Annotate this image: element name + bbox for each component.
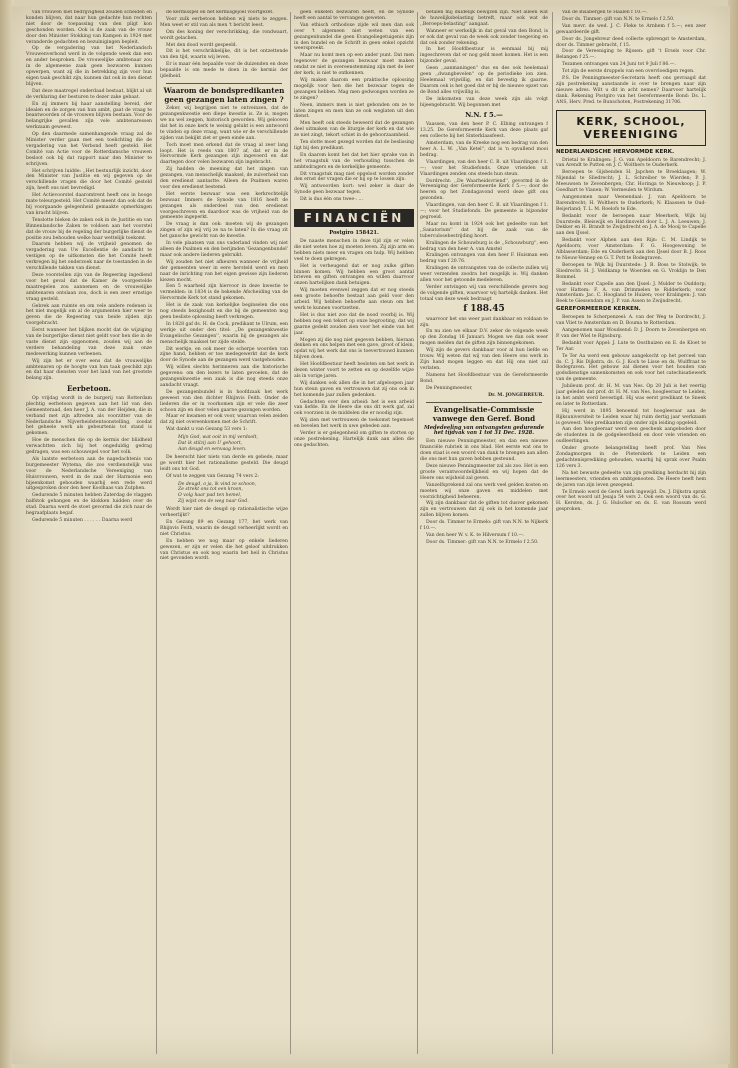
article-paragraph: Na het bewuste gedeelte van zijn prediking herdacht hij zijn leermeesters, vrienden en ambtgenooten. De Heere heeft hem de jaren van zijn leven gezegend. (556, 470, 706, 488)
article-paragraph: Van den heer W. v. K. te Hilversum f 10.—. (426, 532, 525, 538)
kerk-school-vereeniging-banner: KERK, SCHOOL, VEREENIGING (556, 110, 706, 146)
article-paragraph: Wij antwoorden kort: wel zeker is daar de Synode geen bezwaar tegen. (294, 184, 414, 196)
article-paragraph: Namens het Hoofdbestuur van de Gereformeerde Bond. (420, 372, 548, 384)
article-paragraph: De gezangenbundel is in hoofdzaak het werk geweest van den dichter Rhijnvis Feith. Onder de liederen die er in voorkomen zijn er vele die zeer schoon zijn en door velen gaarne gezongen worden. (160, 389, 288, 413)
col5-body-2 (556, 158, 706, 306)
article-paragraph: Op den daarmede samenhangende vraag zal de Minister verder gaan met een toelichting die de vergadering van het Verbond heeft gesteld. Het Comité van Actie voor de Rotterdamsche vrouwen besloot ook bij dat rapport naar den Minister te schrijven. (26, 132, 152, 167)
article-paragraph: Van de Bisabergen te Haalen f 10.—. (562, 10, 648, 15)
column-2 (160, 10, 288, 1056)
article-paragraph: Bedankt voor Appel: J. Lute te Oosthuizen en E. de Kloet te Ter Aar. (556, 340, 706, 352)
verse-line: Dat ik stilzij aan U gehoort, (178, 441, 243, 447)
col2-body-3 (160, 455, 288, 480)
column-rule (290, 12, 291, 1054)
article-paragraph: De Penningmeester, (426, 385, 473, 391)
article-paragraph: Zij hadden de meening dat het zingen van gezangen, van menschelijk maaksel, de zuiverheid van den eredienst aantastte. Alleen de Psalmen waren voor den eredienst bestemd. (160, 167, 288, 190)
article-paragraph: Het is dus niet zoo dat de nood voorbij is. Wij hebben nog een tekort op onze begrooting, dat wij gaarne gedekt zouden zien voor het einde van het jaar. (294, 312, 414, 336)
col4-body-2 (420, 122, 548, 302)
article-paragraph: En zij immers bij haar aanstelling bereid, der idealen en de zorgen van hun ambt, gaat de vraag te beantwoorden of de vrouwen blijven bestaan. Voor de belangrijke gevallen zijn vele ambtenaressen werkzaam geweest. (26, 101, 152, 131)
article-paragraph: Dit werkje, en ook meer de scherpe woorden van zijne hand, hebben er toe medegewerkt dat de kerk door de Synode aan de gezangen werd vastgehouden. (160, 346, 288, 364)
verse-line: Zij wijst ons de weg naar God. (178, 499, 249, 505)
article-paragraph: Verder ontvingen wij van verschillende gevers nog de volgende giften, waarvoor wij hartelijk danken. Het totaal van deze week bedraagt (420, 284, 548, 302)
verse-line: Aan deugd en eenvaag leven. (178, 447, 247, 452)
article-paragraph: Het eerste bezwaar was een kerkrechtelijk bezwaar. Immers de Synode van 1816 heeft de gezangen als onderdeel van den eredienst voorgeschreven en daardoor was de vrijheid van de gemeente ingeperkt. (160, 191, 288, 221)
article-paragraph: Een nieuwe Penningmeester, en dan een nieuwe financiële rubriek in ons blad. Het eerste wat ons te doen staat is een woord van dank te brengen aan allen die ons met hun gaven hebben gesteund. (420, 439, 548, 463)
col4-body (420, 10, 548, 109)
col2-body-4 (160, 507, 288, 562)
article-paragraph: En Gezang 89 en Gezang 177, het werk van Rhijnvis Feith, waarin de deugd verheerlijkt wordt en niet Christus. (160, 519, 288, 537)
article-paragraph: Te Ermelo werd de Geref. kerk ingewijd. Ds. J. Dijkstra sprak over het woord uit Jesaja 54 vers 2. Ook een woord van ds. G. H. Kersten, ds. J. G. Hulscher en ds. E. van Rossum werd gesproken. (556, 489, 706, 513)
article-paragraph: Ten slotte moet gezegd worden dat de beslissing ligt bij den predikant. (294, 140, 414, 151)
divider (166, 83, 282, 84)
article-paragraph: Wordt hier niet de deugd op rationalistische wijze verheerlijkt? (160, 507, 288, 519)
article-paragraph: Gedurende 5 minuten hebben Zaterdag de vlaggen halfstok gehangen en de klokken luidden over de stad. Daarna werd de stoet gevormd die zich naar de begraafplaats begaf. (26, 493, 152, 517)
article-paragraph: De vraag is dan ook: moeten wij de gezangen zingen of zijn wij vrij ze na te laten? In die vraag zit het gansche gewicht van de kwestie. (160, 222, 288, 240)
article-paragraph: Men heeft ook steeds beweerd dat de gezangen deel uitmaken van de liturgie der kerk en dat wie ze niet zingt, tekort schiet in de gehoorzaamheid. (294, 121, 414, 139)
column-1 (26, 10, 152, 1056)
col4-body-4 (420, 439, 548, 545)
article-paragraph: Door ds. Timmer te Ermelo: gift van N.N. te Nijkerk f 10.—. (420, 520, 548, 532)
total-amount: f 188.45 (463, 303, 505, 314)
article-paragraph: Op de vergadering van het Nederlandsch Vrouwenverbond werd in de volgende week dan een en ander besproken. De vrouwelijke ambtenaar zou in de algemeene zaak geen bezwaren kunnen opwerpen, want zij die in betrekking zijn voor hun eigen taak geschikt zijn, kunnen dat ook in den dienst blijven. (26, 46, 152, 87)
article-paragraph: Deze voorstellen zijn van de Regeering ingediend voor het geval dat de Kamer de voorgestelde maatregelen zou aannemen en de vrouwelijke ambtenaren ontslaan zou, doch is een zeer ernstige vraag gesteld. (26, 272, 152, 302)
article-paragraph: Te Ter Aa werd een gebouw aangekocht op het perceel van ds. C. J. Ris Dijkstra, ds. G. J. Koch te Lisse en ds. Wulffraat te Bodegraven. Het gebouw zal dienen voor het houden van godsdienstige samenkomsten en ook voor het catechisatiewerk van de gemeente. (556, 353, 706, 383)
article-paragraph: Beroepen te Gijsbenden H. Japchen te Broeklaagen; W. Nijendal te Sliedrecht; J. L. Schreiber te Wierden; P. J. Meeuwsen te Zevenbergen; Chr. Horinga te Nieuwkoop; J. P. Goedhart te Vianen; W. Vermeulen te Wirdum. (556, 170, 706, 194)
col5-body (556, 10, 706, 75)
article-paragraph: Gedurende 5 minuten . . . . . . Daarna werd (32, 518, 133, 523)
article-paragraph: Tezamen ontvangen van 24 Juni tot 9 Juli f 86.—. (562, 62, 676, 68)
col2-body (160, 10, 288, 80)
article-paragraph: Aangenomen naar Veenendaal: J. van Apeldoorn te Barendrecht; H. Wolthers te Ouderkerk; N. Klaassen te Oud-Beijerland; T. L. M. Roelofs te Ede. (556, 194, 706, 212)
article-paragraph: Kralingen de Schouwburg is de ,,Schouwburg'', een bedrag van den heer A. van Amstel (420, 240, 548, 252)
article-paragraph: En nu zien we elkaar D.V. zeker de volgende week op den Zondag 16 Januari. Mogen we dan ook weer mogen melden dat de giften zijn binnengekomen. (420, 329, 548, 347)
article-paragraph: De naaste menschen in deze tijd zijn er velen die niet weten hoe zij moeten leven. Zij zijn arm en hebben niets meer en vragen om hulp. Wij hebben veel te doen gekregen. (294, 239, 414, 262)
article-paragraph: Toch moet men erkend dat de vraag al zeer lang loopt. Het is reeds van 1807 af, dat er in de Hervormde Kerk gezangen zijn ingevoerd en dat daartegen door velen bezwaren zijn ingebracht. (160, 142, 288, 166)
col5-body-3 (556, 315, 706, 513)
article-paragraph: Dit vraagstuk mag niet opgelost worden zonder den ernst der vragen die er bij op te lossen zijn. (294, 171, 414, 183)
article-paragraph: In 1828 gaf ds. H. de Cock, predikant te Ulrum, een werkje uit onder den titel: ,,De gezangenkwestie Evangelische Gezangen'', waarin hij de gezangen als menschelijk maaksel ter zijde stelde. (160, 321, 288, 345)
article-paragraph: Zeker, wij begrijpen niet te ontveinzen, dat de gezangenkwestie een diepe kwestie is. Ze is, mogen we nu wel zeggen, historisch geworden. Wij gelooven dat het in onze kerk te weinig gelukt is een antwoord te vinden op deze vraag, want wie er de verschillende zijden van bekijkt ziet er geen einde aan. (160, 106, 288, 141)
article-paragraph: Tot zijn de eerste druppels van een overvloedigen regen. (562, 69, 695, 75)
column-3 (294, 10, 414, 1056)
article-paragraph: Neen, immers men is niet gebonden om ze te laten zingen en men kan ze ook weglaten uit den dienst. (294, 102, 414, 120)
article-paragraph: Aan den hoogleeraar werd een geschenk aangeboden door de studenten in de godgeleerdheid en door vele vrienden en oudleerlingen. (556, 427, 706, 445)
article-paragraph: Daarom hebben wij de vrijheid genomen de vergadering van Uw Excellentie de aandacht te vestigen op de uitkomsten die het Comité heeft verkregen bij het onderzoek naar de toestanden in de verschillende takken van dienst. (26, 242, 152, 272)
postgiro-subhead: Postgiro 158421. (329, 230, 379, 237)
article-paragraph: In vele plaatsen van ons vaderland vinden wij niet alleen de Psalmen en den berijmden 'Gezangenbundel' maar ook andere liederen gebruikt. (160, 241, 288, 258)
col2-body-2 (160, 106, 288, 433)
article-paragraph: Drietal te Kralingen: J. G. van Apeldoorn te Barendrecht; J. van Arendt te Putten en J. C. Wolthers te Ouderkerk. (556, 157, 706, 169)
col1-body (26, 10, 152, 382)
verse-line: O volg haar pad ten hemel, (178, 493, 242, 499)
column-4 (420, 10, 548, 1056)
article-paragraph: betalen mij duidelijk bewijzen zijn. Niet alleen wat de huwelijksbelasting betreft, maar ook wat de ,,Beroeps-belasting'' aangaat. (420, 10, 548, 27)
article-paragraph: De heerscht hier niets van derde en gebede, maar ge wordt hier het rationalisme gesteld. Die deugd leidt ons tot God. (160, 454, 288, 472)
article-paragraph: Beroepen te Scherpenzeel: A. van der Weg te Dordrecht, J. van Vliet te Amsterdam en D. Bouma te Rotterdam. (556, 315, 706, 327)
article-paragraph: Er is maar één bepaalde voor de duizenden en deze bepaalde is om mede te doen in de kermis der ijdelheid. (160, 62, 288, 80)
article-paragraph: Beroepen te Wijk bij Duurstede: J. B. Boss te Stolwijk; te Sliedrecht: H. J. Veldkamp te Woerden en G. Vroklijn te Den Bommel. (556, 262, 706, 280)
article-paragraph: Jubileum prof. dr. H. M. van Nes. Op 20 Juli is het veertig jaar geleden dat prof. dr. H. M. van Nes, hoogleeraar te Leiden, in het ambt werd bevestigd. Hij was eerst predikant te Sneek en later te Rotterdam. (556, 384, 706, 407)
article-paragraph: Het is de zaak van kerkelijke beginselen die ons nog steeds bezighoudt en die bij de gemeenten nog geen besliste oplossing heeft verkregen. (160, 303, 288, 320)
article-paragraph: Eerst wanneer het blijken mocht dat de wijziging van de burgerlijke dienst niet geldt voor hen die in de vaste dienst zijn opgenomen, zouden wij aan de verdere behandeling van deze zaak onze medewerking kunnen verleenen. (26, 328, 152, 357)
verse-line: De deugd, o ja, ik vind ze schoon, (178, 481, 257, 487)
amount-1: N.N. f 5.— (465, 110, 503, 119)
article-paragraph: Het Hoofdbestuur heeft besloten om het werk in dezen winter voort te zetten en op dezelfde wijze als in vorige jaren. (294, 362, 414, 379)
article-paragraph: Hoe de menschen die op de kermis der bliidheid verwachtten zich bij het ongeduldig gedrag gedragen, was een schouwspel voor het volk. (26, 438, 152, 456)
article-paragraph: Bedankt voor de beroepen naar Meerkerk, Wijk bij Duurstede, Bleiswijk en Hardinxveld door L. J. A. Leeuwen; J. Dekker en H. Brandt te Zwijndrecht en J. A. de Mooij te Capelle aan den IJssel. (556, 213, 706, 237)
article-paragraph: Wij zijn de gevers dankbaar voor al hun liefde en trouw. Wij weten dat wij van den Heere ons werk in Zijn hand mogen leggen en dat Hij ons niet zal verlaten. (420, 348, 548, 371)
article-paragraph: Hij werd in 1895 benoemd tot hoogleeraar aan de Rijksuniversiteit te Leiden waar hij ruim dertig jaar werkzaam is geweest. Vele predikanten zijn onder zijn leiding opgeleid. (556, 408, 706, 426)
article-paragraph: Dordrecht: ,,De Waarheidsvriend'', gevormd in de Vereeniging der Gereformeerde Kerk f 5.—; door de heeren op het Zondagavond werd deze gift ons gezonden. (420, 178, 548, 202)
article-paragraph: Als laatste eerbetoon aan de nagedachtenis van burgemeester Wytema, die zoo verdienstelijk was voor de Nederlandsche Vereeniging van Huisvrouwen, werd in de zaal der Harmonie een bijeenkomst gehouden waarbij een rede werd uitgesproken door den heer Koolhaas van Zutphen. (26, 456, 152, 492)
article-paragraph: Op vrijdag wordt in de burgerij van Rotterdam plechtig eerbetoon gegeven aan het lid van den Gemeenteraad, den heer J. A. van der Heijden, die in verband met zijn aftreden als voorzitter van de Nederlandsche Nijverheidstentoonstelling, zoodat het geheele werk als gebeurtenis tot stand is gekomen. (26, 395, 152, 437)
hervormde-kerk-heading: NEDERLANDSCHE HERVORMDE KERK. (556, 148, 675, 155)
gereformeerde-kerken-heading: GEREFORMEERDE KERKEN. (556, 306, 641, 313)
article-paragraph: Bedankt voor Alphen aan den Rijn: C. M. Lindijk te Apeldoorn; voor Amsterdam: F. G. Hoogewoning te Alblasserdam; Ede en Ouderkerk aan den IJssel door B. J. Roos te Nieuw-Vennep en G. T. Pott te Bodegraven. (556, 238, 706, 261)
article-paragraph: Dit is het verschrikkelijke, dit is het ontzettende van den tijd, waarin wij leven. (160, 49, 288, 61)
article-paragraph: Om des koning der verschrikking, die rondwaart, wordt gelachen. (160, 29, 288, 41)
article-paragraph: Wij zijn het er over eens dat de vrouwelijke ambtenaren op de hoogte van hun taak geschikt zijn en dat haar diensten voor het land van het grootste belang zijn. (26, 358, 152, 382)
article-paragraph: Het is verheugend dat er nog zulke giften binnen komen. Wij hebben een groot aantal brieven en giften ontvangen en willen daarvoor onzen hartelijken dank betuigen. (294, 263, 414, 287)
article-paragraph: Dit is dus één ons twee-. ... (300, 197, 363, 203)
divider (426, 402, 542, 403)
financien-banner: FINANCIËN (294, 209, 414, 227)
article-paragraph: Dat deze maatregel onderdaad bestaat, blijkt al uit de verklaring der besturen te dezer zake gebaat. (26, 88, 152, 100)
bondspredikanten-heading: Waarom de bondspredikanten geen gezangen laten zingen ? (163, 85, 285, 104)
verse-line: Mijn God, wat ooit in mij verdoolt, (178, 435, 258, 441)
col4-body-3 (420, 317, 548, 392)
article-paragraph: Het Actievoorstel daaromtrent heeft ons in hooge mate teleurgesteld. Het Comité meent dan ook dat de bij voorgaande gelegenheid gemaakte opmerkingen van kracht blijven. (26, 193, 152, 216)
postscript: P.S. De Penningmeester-Secretaris heeft ons gevraagd dat zijn postrekening aanstaande is over te brengen naar zijn nieuwe adres. Wilt u dit in acht nemen? Daarvoor hartelijk dank. Rekening Postgiro van het Gereformeerde Bond: Ds. L. ANS, Herv. Pred. te Bunschoten, Postrekening 31706. (556, 76, 706, 105)
article-paragraph: Wij willen slechts herinneren aan die historische gegevens: om den lezers te laten gevoelen, dat de gezangenkwestie een zaak is die nog steeds onze aandacht vraagt. (160, 365, 288, 388)
column-rule (552, 12, 553, 1054)
article-paragraph: waarvoor het ons weer past dankbaar en voldaan te zijn. (420, 316, 548, 328)
col3-body-2 (294, 239, 414, 449)
article-paragraph: Aangenomen naar Woudsend: D. J. Doorn te Zevenbergen en P. van der Wiel te Rijnsburg. (556, 327, 706, 339)
article-paragraph: Vaassen, van den heer P. C. Elbing ontvangen f 13.25. De Gereformeerde Kerk van deze plaats gaf een collecte bij het Sinterklaasfeest. (420, 122, 548, 140)
article-paragraph: Wij zouden het niet afkeuren wanneer de vrijheid der gemeenten weer in eere hersteld werd en men naar de inrichting van het eigen gewisse zijn liederen kiezen mocht. (160, 259, 288, 283)
article-paragraph: Door ds. Jongebreur deed collecte opbrengst te Amsterdam, door ds. Timmer gebracht, f 15. (556, 36, 706, 48)
verse-line: Ze strekt ons tot een kroon, (178, 487, 243, 493)
article-paragraph: Maar nu komt in 1924 ook het gedeelte van het ,,Sanatorium'' dat bij de zaak van de tuberculosebestrijding hoort. (420, 221, 548, 239)
article-paragraph: Vlaardingen, van den heer C. B. uit Vlaardingen f 1.—; voor het Studiefonds. De gemeente is bijzonder gegroeid. (420, 203, 548, 220)
article-paragraph: Onder groote belangstelling heeft prof. Van Nes Zondagmorgen in de Pieterskerk te Leiden een gedachtenisprediking gehouden, waarbij hij sprak over Psalm 126 vers 3. (556, 446, 706, 469)
article-paragraph: Wij moeten evenwel zeggen dat er nog steeds een groote behoefte bestaat aan geld voor den arbeid. Wij hebben behoefte aan steun om het werk te kunnen voortzetten. (294, 288, 414, 311)
article-paragraph: Gebrek aan ruimte en om vele andere redenen is het niet mogelijk om al de argumenten hier weer te geven die de Regeering van beide zijden zijn voorgebracht. (26, 303, 152, 327)
eerbetoon-heading: Eerbetoon. (66, 384, 112, 394)
article-paragraph: Vlaardingen, van den heer C. B. uit Vlaardingen f 1.—; voor het Studiefonds. Onze vrienden uit Vlaardingen zenden ons steeds hun steun. (420, 159, 548, 177)
hymn-verse-1 (160, 435, 288, 453)
article-paragraph: Van ethisch orthodoxe zijde wil men dan ook over 't algemeen niet weten van een gezangenbundel die geen Evangeliegetuigenis zijn in den bundel en de Schrift in geen enkel opzicht weerspreekt. (294, 22, 414, 52)
article-paragraph: Door ds. Timmer: gift van N.N. te Ermelo f 2.50. (426, 539, 539, 545)
article-paragraph: geen enkelen bezwaren heeft, en de Synode heeft een aantal te vervangen geweten. (294, 10, 414, 21)
newspaper-page (12, 6, 730, 1064)
article-paragraph: Voor zulk eerbetoon hebben wij niets te zeggen. Men weet er stil van als men 't bericht leest. (160, 16, 288, 28)
article-paragraph: Door de Vereeniging te Rijssen: gift 't Ersels voor Chr. Belangen f 25.—. (556, 49, 706, 61)
article-paragraph: Deze nieuwe Penningmeester zal als zoo. Het is een groote verantwoordelijkheid en wij hopen dat de Heere ons wijsheid zal geven. (420, 464, 548, 481)
article-paragraph: En hebben we nog maar op enkele liederen gewezen, er zijn er velen die het geloof uitdrukken van Christus en ook nog waarin het heil in Christus niet gevonden wordt. (160, 538, 288, 562)
article-paragraph: Of wat te zeggen van Gezang 74 vers 2: (166, 473, 259, 479)
evangelisatie-heading: Evangelisatie-Commissie vanwege den Geref. Bond (432, 405, 536, 423)
article-paragraph: Mogen zij die nog niet gegeven hebben, hieraan denken en ons helpen met een gave, groot of klein, opdat wij het werk dat ons is toevertrouwd kunnen blijven doen. (294, 337, 414, 361)
article-paragraph: Wij danken ook allen die in het afgeloopen jaar hun steun gaven en vertrouwen dat zij ons ook in het komende jaar zullen gedenken. (294, 380, 414, 398)
article-paragraph: Amsterdam, van de Kreeke nog een bedrag van den heer A. L. W. ,,Van Ketel'', dat is 'n opvallend mooi bedrag. (420, 141, 548, 158)
article-paragraph: Wanneer er werkelijk in dat geval van den Bond, is er ook dat geval van de week ook zonder toegeving en dat ook zonder rekening. (420, 28, 548, 46)
article-paragraph: Gedachten over den arbeid: het is een arbeid van liefde. En de Heere die ons dit werk gaf, zal ook voorzien in de middelen die er noodig zijn. (294, 399, 414, 417)
article-paragraph: Van mevr. de wed. J. C. Fleke te Arnhem f 5.—; een zeer gewaardeerde gift. (556, 23, 706, 35)
article-paragraph: Maar nu komt men op een ander punt. Dat men tegenover de gezangen bezwaar moet maken omdat ze niet in overeenstemming zijn met de leer der kerk, is niet te ontkennen. (294, 53, 414, 77)
column-rule (156, 12, 157, 1054)
article-paragraph: De inkomsten van deze week zijn als volgt bijeengebracht. Wij begonnen met (420, 96, 548, 108)
article-paragraph: Geen ,,aanmaningen'' dus en des ook heelemaal geen ,,dwangbevelen'' op de periodieke ion zien. Heelemaal vrijwillig, en dat bevestig ik gaarne. Daarom ook is het goed dat er bij de nieuwe opzet van de Bond alles vrijwillig is. (420, 66, 548, 95)
penningmeester-signature: Dr. M. JONGEBREUR. (488, 393, 544, 399)
article-paragraph: Het schrijven luidde: ,,Het bestuurlijk inzicht, door den Minister van Justitie en wij gegeven op de verschillende vragen die door het Comité gesteld zijn, heeft ons niet bevredigd. (26, 168, 152, 192)
column-rule (417, 12, 418, 1054)
article-paragraph: En daarom komt het dat het hier sprake van in het vraagstuk van de verhouding tusschen de ambtsdragers en de kerkelijke gemeente. (294, 152, 414, 170)
article-paragraph: Bedankt voor Capelle aan den IJssel: J. Mulder te Ouddorp; voor Hattem: F. A. van Drimmelen te Ridderkerk; voor Amsterdam: Jac. C. Hoogland te Huizen; voor Kralingen: J. van Beek te Giessendam en J. P. van Assen te Zwijndrecht. (556, 281, 706, 305)
article-paragraph: Kralingen de ontvangsten van de collecte zullen wij weer verzenden zoodra het mogelijk is. Wij danken allen voor het getoonde medeleven. (420, 266, 548, 284)
evangelisatie-subhead: Mededeeling van ontvangsten gedurende het tijdvak van 1 tot 31 Dec. 1928. (424, 424, 544, 437)
article-paragraph: Verder is er gelegenheid om giften te storten op onze postrekening. Hartelijk dank aan allen die ons gedachten. (294, 431, 414, 448)
col1-body-2 (26, 396, 152, 524)
article-paragraph: In het Hoofdbestuur is eenmaal bij mij ingeschreven dat er nog geld moet komen. Het is een bijzonder geval. (420, 47, 548, 65)
article-paragraph: Wij zien met vertrouwen de toekomst tegemoet en bevelen het werk in uwe gebeden aan. (294, 418, 414, 430)
article-paragraph: de kermisspel en het kermisgejoel voortgezet. (166, 10, 274, 15)
article-paragraph: Vanzelfsprekend zal ons werk veel gelden kosten en moeten wij onze gaven en middelen met voorzichtigheid beheeren. (420, 482, 548, 500)
article-paragraph: Door ds. Timmer: gift van N.N. te Ermelo f 2.50. (562, 16, 675, 22)
article-paragraph: Tenslotte bleken de zaken ook in de Justitie en van Binnenlandsche Zaken te voldoen aan het voorstel dat de vrouw bij de regeling der burgerlijke dienst de positie zou behouden welke haar wettelijk toekomt. (26, 217, 152, 241)
article-paragraph: Maar er kwamen er ook voor, waarvan velen zeiden dat zij niet overeenkomen met de Schrift. (160, 414, 288, 426)
article-paragraph: Wij zijn dankbaar dat de giften tot dusver gekomen zijn en vertrouwen dat zij ook in het komende jaar zullen blijven komen. (420, 501, 548, 519)
hymn-verse-2 (160, 482, 288, 506)
article-paragraph: van vrouwen met bedrijvigheid zouden scheiden en konden blijven, dat naar hun gedachte hun rechten niet door de toepassing van den pligt kon geschonden worden. Ook is de zaak van de vrouw door den Minister Stokking van Kampen in 1924 met veranderde gedachten en bezuinigingen bepleit. (26, 10, 152, 45)
article-paragraph: Kralingen ontvangen van den heer F. Huisman een bedrag van f 20.76. (420, 253, 548, 265)
col3-body (294, 10, 414, 203)
article-paragraph: Met den dood wordt gespeeld. (166, 42, 238, 48)
article-paragraph: Een 5 waarheid zijn hiervoor in deze kwestie te vermelden: in 1834 is de bekende Afscheiding van de Hervormde Kerk tot stand gekomen. (160, 284, 288, 302)
column-5 (556, 10, 706, 1056)
article-paragraph: Wat dankt u van Gezang 53 vers 1: (166, 427, 248, 433)
article-paragraph: Wij maken daarom een praktische oplossing mogelijk voor hen die het bezwaar tegen de gezangen hebben. Mag men gedwongen worden ze te zingen? (294, 77, 414, 101)
